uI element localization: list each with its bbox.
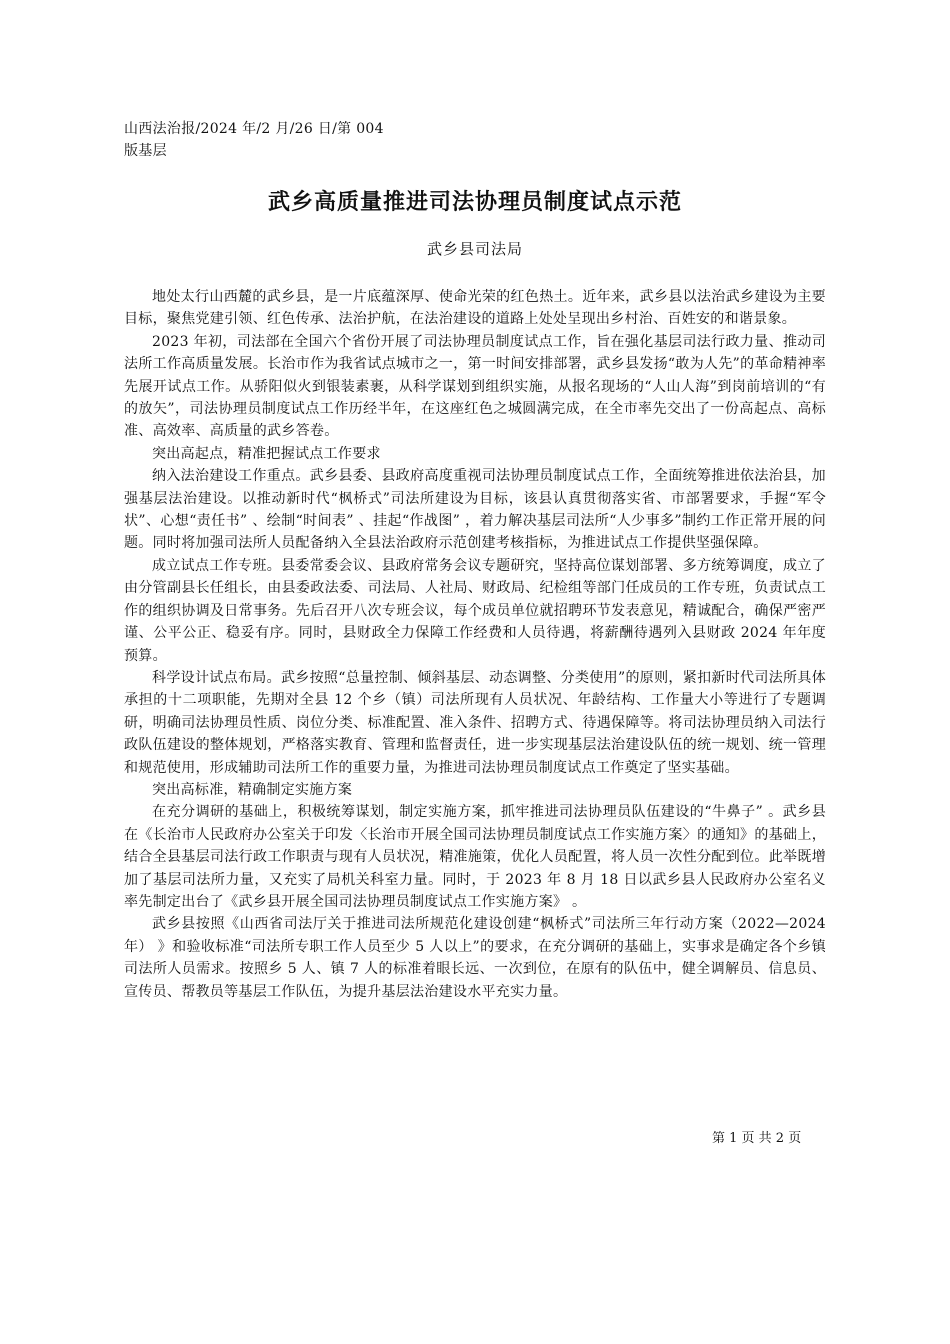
paragraph: 成立试点工作专班。县委常委会议、县政府常务会议专题研究，坚持高位谋划部署、多方统筹调度，成立了由分管副县长任组长，由县委政法委、司法局、人社局、财政局、纪检组等部门任成员的工作专班，负责试点工作的组织协调及日常事务。先后召开八次专班会议，每个成员单位就招聘环节发表意见，精诚配合，确保严密严谨、公平公正、稳妥有序。同时，县财政全力保障工作经费和人员待遇，将薪酬待遇列入县财政 2024 年年度预算。 <box>124 557 826 664</box>
paragraph: 纳入法治建设工作重点。武乡县委、县政府高度重视司法协理员制度试点工作，全面统筹推进依法治县，加强基层法治建设。以推动新时代“枫桥式”司法所建设为目标，该县认真贯彻落实省、市部署要求，手握“军令状”、心想“责任书” 、绘制“时间表” 、挂起“作战图” ，着力解决基层司法所“人少事多”制约工作正常开展的问题。同时将加强司法所人员配备纳入全县法治政府示范创建考核指标，为推进试点工作提供坚强保障。 <box>124 468 826 552</box>
paragraph: 在充分调研的基础上，积极统筹谋划，制定实施方案，抓牢推进司法协理员队伍建设的“牛鼻子” 。武乡县在《长治市人民政府办公室关于印发〈长治市开展全国司法协理员制度试点工作实施方案〉的通知》的基础上，结合全县基层司法行政工作职责与现有人员状况，精准施策，优化人员配置，将人员一次性分配到位。此举既增加了基层司法所力量，又充实了局机关科室力量。同时，于 2023 年 8 月 18 日以武乡县人民政府办公室名义率先制定出台了《武乡县开展全国司法协理员制度试点工作实施方案》 。 <box>124 804 826 910</box>
paragraph: 科学设计试点布局。武乡按照“总量控制、倾斜基层、动态调整、分类使用”的原则，紧扣新时代司法所具体承担的十二项职能，先期对全县 12 个乡（镇）司法所现有人员状况、年龄结构、工作量大小等进行了专题调研，明确司法协理员性质、岗位分类、标准配置、准入条件、招聘方式、待遇保障等。将司法协理员纳入司法行政队伍建设的整体规划，严格落实教育、管理和监督责任，进一步实现基层法治建设队伍的统一规划、统一管理和规范使用，形成辅助司法所工作的重要力量，为推进司法协理员制度试点工作奠定了坚实基础。 <box>124 669 826 776</box>
section-heading: 突出高标准，精确制定实施方案 <box>152 781 353 798</box>
paragraph: 地处太行山西麓的武乡县，是一片底蕴深厚、使命光荣的红色热土。近年来，武乡县以法治武乡建设为主要目标，聚焦党建引领、红色传承、法治护航，在法治建设的道路上处处呈现出乡村治、百姓安的和谐景象。 <box>124 289 826 328</box>
paragraph: 武乡县按照《山西省司法厅关于推进司法所规范化建设创建“枫桥式”司法所三年行动方案（2022—2024 年） 》和验收标准“司法所专职工作人员至少 5 人以上”的要求，在充分调研的基础上，实事求是确定各个乡镇司法所人员需求。按照乡 5 人、镇 7 人的标准着眼长远、一次到位，在原有的队伍中，健全调解员、信息员、宣传员、帮教员等基层工作队伍，为提升基层法治建设水平充实力量。 <box>124 916 826 1000</box>
page-number: 第 1 页 共 2 页 <box>712 1131 802 1146</box>
source-info <box>124 118 424 162</box>
section-heading: 突出高起点，精准把握试点工作要求 <box>152 445 381 462</box>
source-line-2: 版基层 <box>124 143 167 159</box>
article-title: 武乡高质量推进司法协理员制度试点示范 <box>267 190 682 215</box>
article-author: 武乡县司法局 <box>426 240 523 258</box>
source-line-1: 山西法治报/2024 年/2 月/26 日/第 004 <box>124 121 384 137</box>
article-body <box>124 286 826 1003</box>
paragraph: 2023 年初，司法部在全国六个省份开展了司法协理员制度试点工作，旨在强化基层司法行政力量、推动司法所工作高质量发展。长治市作为我省试点城市之一，第一时间安排部署，武乡县发扬“敢为人先”的革命精神率先展开试点工作。从骄阳似火到银装素裹，从科学谋划到组织实施，从报名现场的“人山人海”到岗前培训的“有的放矢”，司法协理员制度试点工作历经半年，在这座红色之城圆满完成，在全市率先交出了一份高起点、高标准、高效率、高质量的武乡答卷。 <box>124 333 826 440</box>
